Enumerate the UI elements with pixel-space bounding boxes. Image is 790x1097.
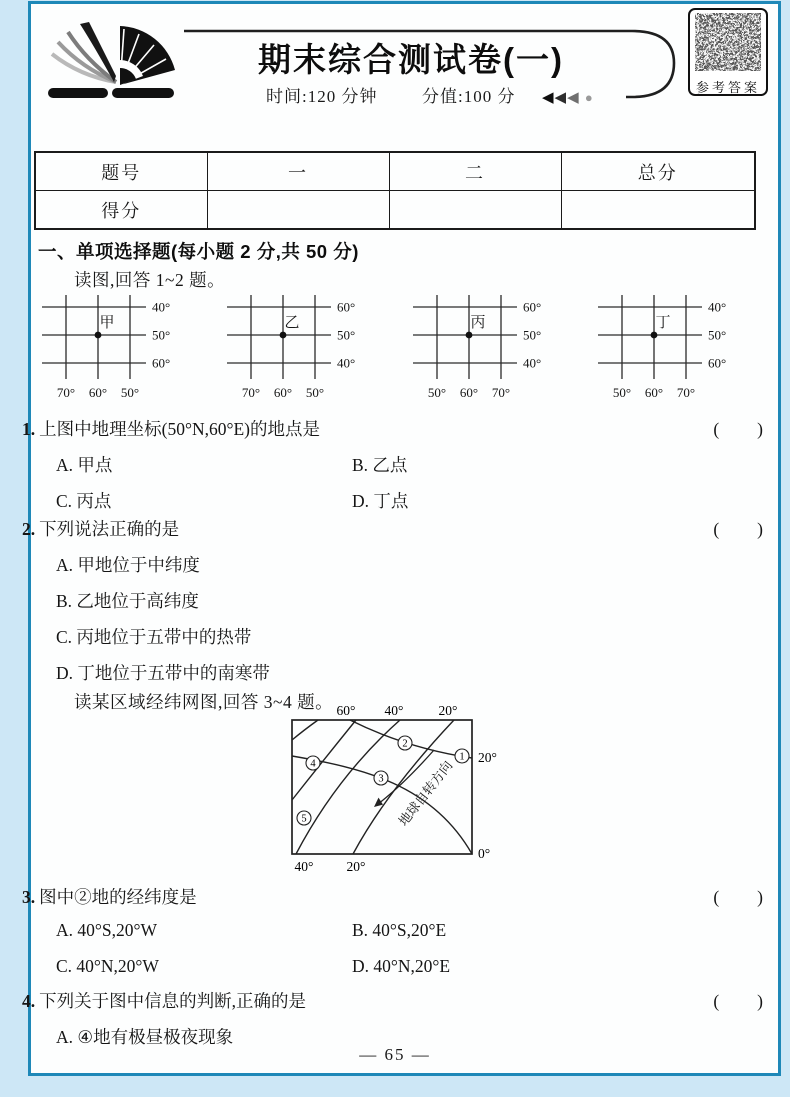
lon-label: 70° [491,385,510,400]
map-point-5 [297,811,311,825]
map-point-2 [398,736,412,750]
lat-label: 40° [707,299,727,315]
lon-label: 50° [120,385,140,400]
section-heading: 一、单项选择题(每小题 2 分,共 50 分) [38,241,359,262]
option-A: A. 甲地位于中纬度 [56,555,200,575]
point-dot [280,332,287,339]
map-bottom-label: 20° [346,859,366,874]
cell-total: 总分 [561,152,755,191]
point-dot [651,332,658,339]
point-name-label: 丙 [470,315,486,331]
lon-label: 70° [242,385,261,400]
point-name-label: 乙 [284,315,300,331]
grid-diagram-3 [405,291,581,405]
map-top-label: 40° [384,706,404,718]
svg-text:2: 2 [402,738,408,750]
lat-label: 40° [522,355,541,371]
lon-label: 50° [427,385,446,400]
map-point-1 [455,749,469,763]
lat-label: 40° [152,299,171,315]
option-C: C. 40°N,20°W [56,956,159,976]
option-C: C. 丙地位于五带中的热带 [56,627,252,647]
point-dot [465,332,472,339]
table-row [35,191,755,230]
svg-text:4: 4 [310,758,316,770]
question-number: 2. [22,519,36,539]
answer-bracket: ( ) [713,519,764,539]
answer-bracket: ( ) [713,991,764,1011]
option-D: D. 丁点 [352,491,409,511]
question-2 [22,516,768,542]
question-number: 1. [22,419,36,439]
qr-label: 参考答案 [695,80,760,95]
point-name-label: 甲 [99,315,115,331]
map-bottom-label: 40° [294,859,314,874]
lat-label: 50° [152,327,171,343]
map-point-3 [374,771,388,785]
svg-text:5: 5 [301,813,307,825]
cell-score-two [389,191,561,230]
lat-label: 50° [522,327,541,343]
question-3 [22,884,768,910]
svg-text:3: 3 [378,773,384,785]
question-stem: 上图中地理坐标(50°N,60°E)的地点是 [39,419,320,439]
question-stem: 图中②地的经纬度是 [39,887,197,907]
score-table [34,151,756,230]
map-right-label: 20° [478,750,497,765]
option-B: B. 乙点 [352,455,408,475]
question-4 [22,988,768,1014]
score-label: 分值:100 分 [421,87,516,106]
option-A: A. 40°S,20°W [56,920,158,940]
cell-section-one: 一 [207,152,389,191]
map-right-label: 0° [478,846,491,861]
triangle-arrow-icon: ◀ [567,90,580,106]
lat-label: 40° [337,355,356,371]
cell-score-one [207,191,389,230]
cell-score-label: 得分 [35,191,207,230]
table-row [35,152,755,191]
cell-score-total [561,191,755,230]
option-A: A. 甲点 [56,455,113,475]
option-C: C. 丙点 [56,491,112,511]
lon-label: 60° [274,385,293,400]
lon-label: 50° [306,385,325,400]
lat-label: 50° [707,327,727,343]
dot-icon: ● [584,90,594,105]
option-D: D. 40°N,20°E [352,956,451,976]
option-B: B. 乙地位于高纬度 [56,591,199,611]
point-name-label: 丁 [655,315,671,331]
answer-bracket: ( ) [713,419,764,439]
lat-label: 50° [337,327,356,343]
cell-question-no: 题号 [35,152,207,191]
time-label: 时间:120 分钟 [266,87,378,106]
map-top-label: 60° [336,706,356,718]
option-B: B. 40°S,20°E [352,920,447,940]
question-number: 3. [22,887,36,907]
latlon-map-figure [282,706,518,878]
question-number: 4. [22,991,36,1011]
page-number: — 65 — [359,1045,431,1064]
rotation-arrowhead [374,798,383,807]
lat-label: 60° [707,355,727,371]
lat-label: 60° [152,355,171,371]
grid-diagrams [34,291,766,405]
exam-meta [266,82,594,107]
option-D: D. 丁地位于五带中的南寒带 [56,663,270,683]
qr-code-box [688,8,768,96]
grid-diagram-1 [34,291,210,405]
lon-label: 50° [612,385,632,400]
question-stem: 下列关于图中信息的判断,正确的是 [39,991,306,1011]
lon-label: 70° [676,385,696,400]
grid-diagram-2 [219,291,395,405]
question-1 [22,416,768,442]
option-A: A. ④地有极昼极夜现象 [56,1027,234,1047]
lon-label: 60° [459,385,478,400]
triangle-arrow-icon: ◀ [554,90,568,106]
map-top-label: 20° [438,706,458,718]
lon-label: 70° [56,385,76,400]
intro-1: 读图,回答 1~2 题。 [74,270,226,290]
grid-diagram-4 [590,291,766,405]
answer-bracket: ( ) [713,887,764,907]
cell-section-two: 二 [389,152,561,191]
question-stem: 下列说法正确的是 [39,519,180,539]
book-logo [42,12,182,98]
lon-label: 60° [88,385,108,400]
exam-title: 期末综合测试卷(一) [258,41,564,78]
qr-code-image [695,13,761,71]
intro-2: 读某区域经纬网图,回答 3~4 题。 [74,692,334,712]
rotation-direction-label: 地球自转方向 [395,757,456,829]
map-point-4 [306,756,320,770]
lat-label: 60° [337,299,356,315]
lon-label: 60° [644,385,664,400]
point-dot [95,332,102,339]
lat-label: 60° [522,299,541,315]
triangle-arrow-icon: ◀ [541,90,555,106]
svg-text:1: 1 [459,751,465,763]
